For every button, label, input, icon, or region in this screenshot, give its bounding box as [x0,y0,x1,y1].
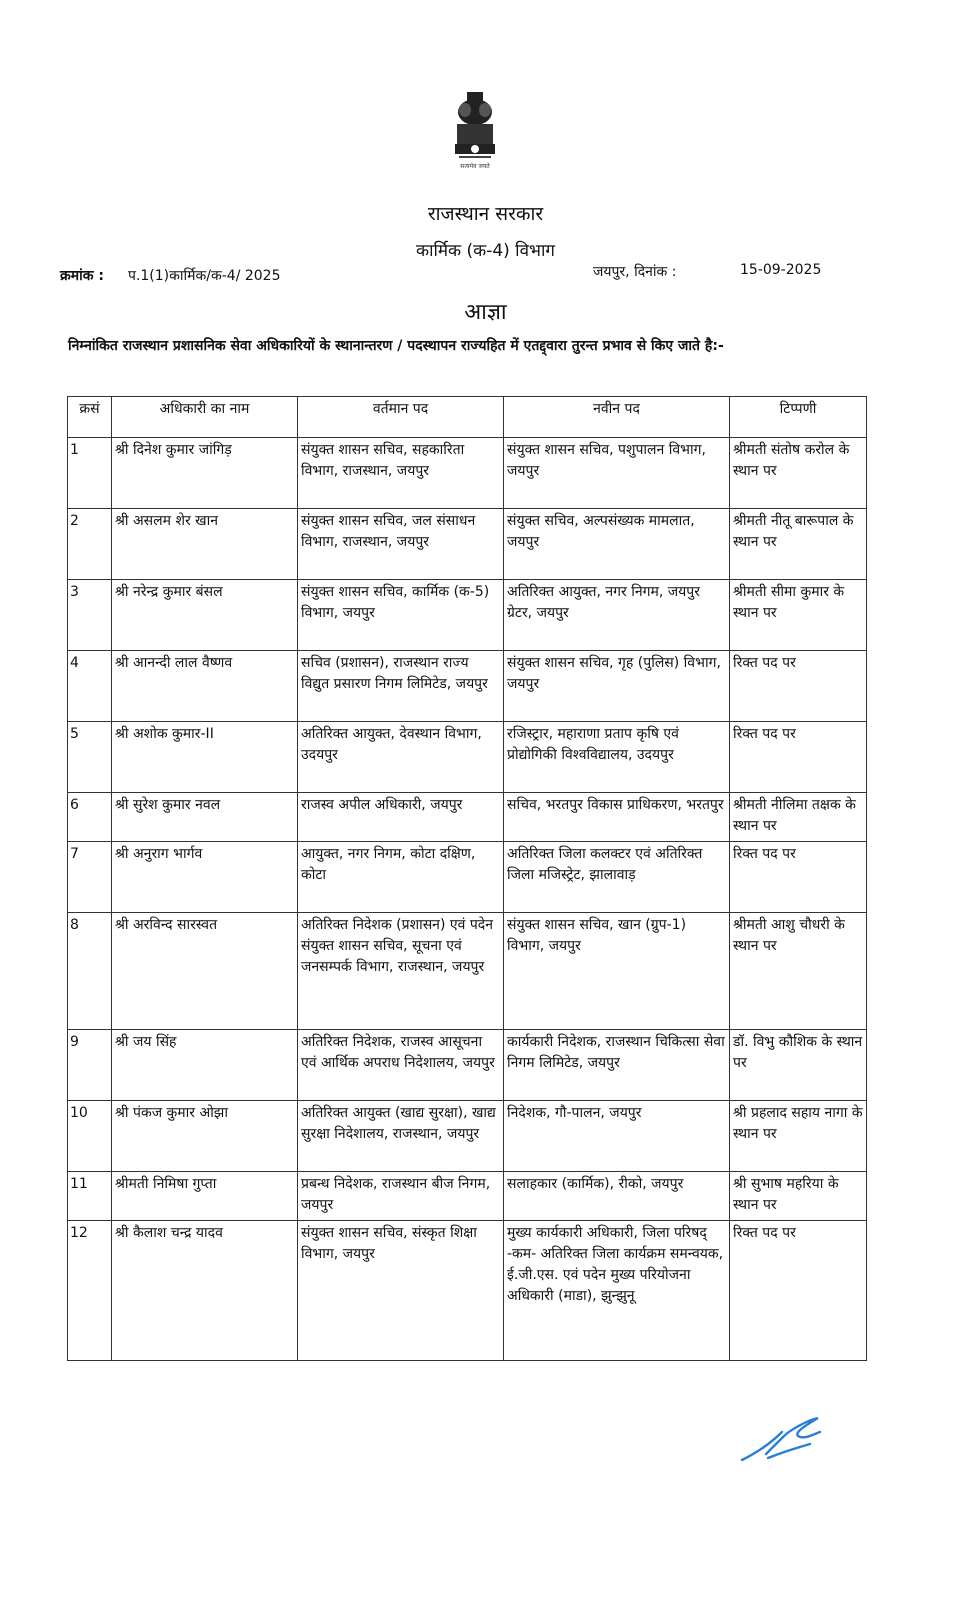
table-row [68,651,867,722]
department-title: कार्मिक (क-4) विभाग [416,241,555,261]
remark-cell: श्री प्रहलाद सहाय नागा के स्थान पर [730,1101,867,1172]
serial-cell: 6 [68,793,112,842]
state-emblem-icon [445,88,505,174]
serial-cell: 5 [68,722,112,793]
officer-name-cell: श्री कैलाश चन्द्र यादव [112,1221,298,1361]
table-row [68,722,867,793]
table-row [68,1030,867,1101]
current-post-cell: संयुक्त शासन सचिव, कार्मिक (क-5) विभाग, जयपुर [298,580,504,651]
header-current-post: वर्तमान पद [298,397,504,438]
new-post-cell: रजिस्ट्रार, महाराणा प्रताप कृषि एवं प्रोद्योगिकी विश्वविद्यालय, उदयपुर [504,722,730,793]
header-officer-name: अधिकारी का नाम [112,397,298,438]
serial-cell: 3 [68,580,112,651]
remark-cell: रिक्त पद पर [730,722,867,793]
order-intro: निम्नांकित राजस्थान प्रशासनिक सेवा अधिकारियों के स्थानान्तरण / पदस्थापन राज्यहित में एतद्द्वारा तुरन्त प्रभाव से किए जाते है:- [68,338,724,354]
remark-cell: श्रीमती नीलिमा तक्षक के स्थान पर [730,793,867,842]
new-post-cell: अतिरिक्त जिला कलक्टर एवं अतिरिक्त जिला मजिस्ट्रेट, झालावाड़ [504,842,730,913]
current-post-cell: संयुक्त शासन सचिव, संस्कृत शिक्षा विभाग, जयपुर [298,1221,504,1361]
table-row [68,793,867,842]
reference-number: प.1(1)कार्मिक/क-4/ 2025 [128,268,281,284]
government-title: राजस्थान सरकार [427,203,544,225]
remark-cell: रिक्त पद पर [730,651,867,722]
officer-name-cell: श्री अरविन्द सारस्वत [112,913,298,1030]
reference-label: क्रमांक : [60,268,104,284]
remark-cell: डॉ. विभु कौशिक के स्थान पर [730,1030,867,1101]
signature-icon [738,1414,824,1466]
table-row [68,1101,867,1172]
officer-name-cell: श्री आनन्दी लाल वैष्णव [112,651,298,722]
officer-name-cell: श्रीमती निमिषा गुप्ता [112,1172,298,1221]
officer-name-cell: श्री दिनेश कुमार जांगिड़ [112,438,298,509]
officer-name-cell: श्री नरेन्द्र कुमार बंसल [112,580,298,651]
remark-cell: श्रीमती आशु चौधरी के स्थान पर [730,913,867,1030]
order-date: 15-09-2025 [740,262,822,278]
current-post-cell: अतिरिक्त आयुक्त, देवस्थान विभाग, उदयपुर [298,722,504,793]
new-post-cell: संयुक्त शासन सचिव, खान (ग्रुप-1) विभाग, जयपुर [504,913,730,1030]
table-row [68,842,867,913]
serial-cell: 11 [68,1172,112,1221]
officer-name-cell: श्री असलम शेर खान [112,509,298,580]
table-row [68,509,867,580]
serial-cell: 4 [68,651,112,722]
current-post-cell: अतिरिक्त निदेशक (प्रशासन) एवं पदेन संयुक्त शासन सचिव, सूचना एवं जनसम्पर्क विभाग, राजस्थान, जयपुर [298,913,504,1030]
table-row [68,580,867,651]
new-post-cell: संयुक्त शासन सचिव, गृह (पुलिस) विभाग, जयपुर [504,651,730,722]
remark-cell: रिक्त पद पर [730,842,867,913]
table-header-row [68,397,867,438]
table-row [68,1172,867,1221]
place-date-label: जयपुर, दिनांक : [593,264,677,280]
serial-cell: 1 [68,438,112,509]
officer-name-cell: श्री सुरेश कुमार नवल [112,793,298,842]
officer-name-cell: श्री जय सिंह [112,1030,298,1101]
serial-cell: 10 [68,1101,112,1172]
remark-cell: श्री सुभाष महरिया के स्थान पर [730,1172,867,1221]
remark-cell: श्रीमती सीमा कुमार के स्थान पर [730,580,867,651]
serial-cell: 12 [68,1221,112,1361]
header-new-post: नवीन पद [504,397,730,438]
current-post-cell: राजस्व अपील अधिकारी, जयपुर [298,793,504,842]
serial-cell: 2 [68,509,112,580]
table-row [68,1221,867,1361]
remark-cell: श्रीमती नीतू बारूपाल के स्थान पर [730,509,867,580]
officer-name-cell: श्री पंकज कुमार ओझा [112,1101,298,1172]
remark-cell: श्रीमती संतोष करोल के स्थान पर [730,438,867,509]
new-post-cell: अतिरिक्त आयुक्त, नगर निगम, जयपुर ग्रेटर, जयपुर [504,580,730,651]
postings-table [67,396,867,1361]
officer-name-cell: श्री अनुराग भार्गव [112,842,298,913]
table-row [68,438,867,509]
current-post-cell: अतिरिक्त निदेशक, राजस्व आसूचना एवं आर्थिक अपराध निदेशालय, जयपुर [298,1030,504,1101]
current-post-cell: आयुक्त, नगर निगम, कोटा दक्षिण, कोटा [298,842,504,913]
current-post-cell: प्रबन्ध निदेशक, राजस्थान बीज निगम, जयपुर [298,1172,504,1221]
current-post-cell: संयुक्त शासन सचिव, सहकारिता विभाग, राजस्थान, जयपुर [298,438,504,509]
new-post-cell: कार्यकारी निदेशक, राजस्थान चिकित्सा सेवा निगम लिमिटेड, जयपुर [504,1030,730,1101]
new-post-cell: मुख्य कार्यकारी अधिकारी, जिला परिषद् -कम- अतिरिक्त जिला कार्यक्रम समन्वयक, ई.जी.एस. एवं पदेन मुख्य परियोजना अधिकारी (माडा), झुन्झुनू [504,1221,730,1361]
header-serial: क्रसं [68,397,112,438]
current-post-cell: सचिव (प्रशासन), राजस्थान राज्य विद्युत प्रसारण निगम लिमिटेड, जयपुर [298,651,504,722]
current-post-cell: संयुक्त शासन सचिव, जल संसाधन विभाग, राजस्थान, जयपुर [298,509,504,580]
new-post-cell: संयुक्त सचिव, अल्पसंख्यक मामलात, जयपुर [504,509,730,580]
remark-cell: रिक्त पद पर [730,1221,867,1361]
new-post-cell: सलाहकार (कार्मिक), रीको, जयपुर [504,1172,730,1221]
header-remark: टिप्पणी [730,397,867,438]
new-post-cell: संयुक्त शासन सचिव, पशुपालन विभाग, जयपुर [504,438,730,509]
current-post-cell: अतिरिक्त आयुक्त (खाद्य सुरक्षा), खाद्य सुरक्षा निदेशालय, राजस्थान, जयपुर [298,1101,504,1172]
table-row [68,913,867,1030]
serial-cell: 8 [68,913,112,1030]
new-post-cell: निदेशक, गौ-पालन, जयपुर [504,1101,730,1172]
new-post-cell: सचिव, भरतपुर विकास प्राधिकरण, भरतपुर [504,793,730,842]
emblem-motto: सत्यमेव जयते [460,163,490,170]
order-title: आज्ञा [464,300,507,325]
serial-cell: 9 [68,1030,112,1101]
officer-name-cell: श्री अशोक कुमार-II [112,722,298,793]
serial-cell: 7 [68,842,112,913]
